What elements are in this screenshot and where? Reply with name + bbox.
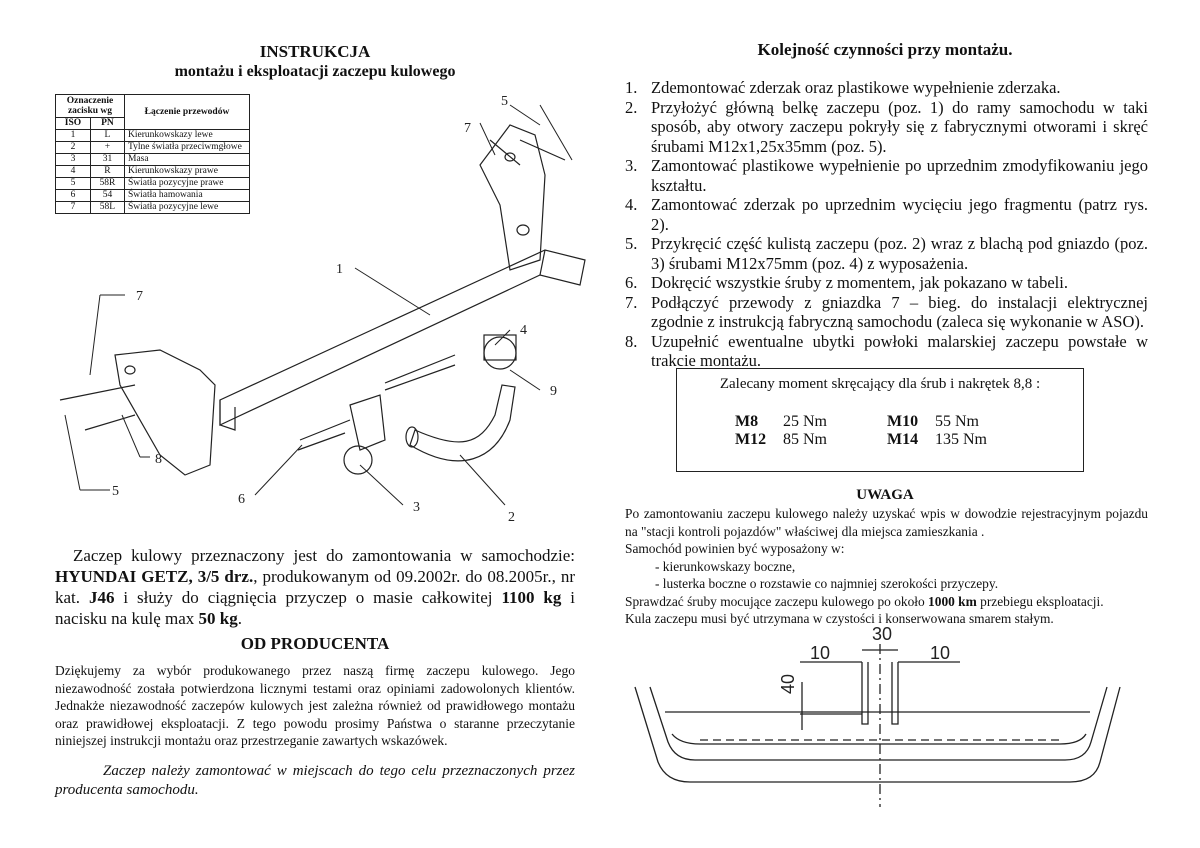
list-item: 8. Uzupełnić ewentualne ubytki powłoki malarskiej zaczepu powstałe w trakcie montażu.	[625, 331, 1148, 370]
bracket-hole	[125, 366, 135, 374]
warning-text: Po zamontowaniu zaczepu kulowego należy uzyskać wpis w dowodzie rejestracyjnym pojazdu na "stacji kontroli pojazdów" właściwej dla miejsca zamieszkania . Samochód powinien być wyposażony w: - kierunkowskazy boczne, - lusterka boczne o rozstawie co najmniej szerokości przyczepy. Sprawdzać śruby mocujące zaczepu kulowego po około 1000 km przebiegu eksploatacji. Kula zaczepu musi być utrzymana w czystości i konserwowana smarem stałym.	[625, 506, 1148, 626]
iso-cell: 5	[56, 178, 91, 190]
socket-plate	[350, 395, 385, 450]
cutout-slot-left	[862, 662, 868, 724]
towbar-exploded-drawing	[40, 85, 600, 525]
callout-1: 1	[336, 262, 343, 277]
tow-ball	[484, 337, 516, 369]
list-item: 6. Dokręcić wszystkie śruby z momentem, jak pokazano w tabeli.	[625, 273, 1068, 292]
producer-heading: OD PRODUCENTA	[240, 634, 390, 653]
list-item: 5. Przykręcić część kulistą zaczepu (poz. 2) wraz z blachą pod gniazdo (poz. 3) śrubami M12x75mm (poz. 4) z wyposażenia.	[625, 234, 1148, 273]
ball-neck	[410, 385, 515, 461]
main-beam-shape	[220, 250, 585, 425]
beam-end-left	[220, 400, 235, 430]
callout-5-bottom: 5	[112, 484, 119, 499]
application-paragraph: Zaczep kulowy przeznaczony jest do zamontowania w samochodzie: HYUNDAI GETZ, 3/5 drz., produkowanym od 09.2002r. do 08.2005r., nr kat. J46 i służy do ciągnięcia przyczep o masie całkowitej 1100 kg i nacisku na kulę max 50 kg.	[55, 546, 576, 628]
callout-7-left: 7	[136, 289, 143, 304]
list-item: 2. Przyłożyć główną belkę zaczepu (poz. 1) do ramy samochodu w taki sposób, aby otwory zaczepu pokryły się z fabrycznymi otworami i skręć śrubami M12x1,25x35mm (poz. 5).	[625, 97, 1148, 156]
desc-cell: Kierunkowskazy lewe	[125, 130, 250, 142]
bumper-cutout-drawing	[630, 622, 1130, 812]
bolt-line	[490, 140, 520, 165]
producer-paragraph: Dziękujemy za wybór produkowanego przez naszą firmę zaczepu kulowego. Jego niezawodność została potwierdzona licznymi testami oraz opiniami zadowolonych klientów. Jednakże niezawodność zaczepów kulowych jest zależna również od prawidłowego montażu oraz prawidłowej eksploatacji. Z tego powodu prosimy Państwa o staranne przeczytanie niniejszej instrukcji montażu oraz przestrzeganie zawartych wskazówek.	[55, 663, 575, 748]
socket-plate-ring	[344, 446, 372, 474]
desc-cell: Masa	[125, 154, 250, 166]
ball-cap	[484, 335, 516, 360]
callout-7-top: 7	[464, 121, 471, 136]
bolt-line	[300, 420, 350, 440]
iso-cell: 2	[56, 142, 91, 154]
pn-cell: 58R	[90, 178, 124, 190]
desc-cell: Kierunkowskazy prawe	[125, 166, 250, 178]
callout-3: 3	[413, 500, 420, 515]
document-subtitle: montażu i eksploatacji zaczepu kulowego	[174, 63, 456, 80]
callout-2: 2	[508, 510, 515, 525]
dim-10-right: 10	[930, 643, 951, 663]
desc-cell: Światła pozycyjne lewe	[125, 202, 250, 214]
dim-30: 30	[872, 624, 893, 644]
bumper-inner	[650, 687, 1107, 760]
pn-cell: R	[90, 166, 124, 178]
torque-m10: M10 55 Nm	[887, 413, 979, 430]
bumper-outer	[635, 687, 1120, 782]
dim-10-left: 10	[810, 643, 831, 663]
iso-cell: 4	[56, 166, 91, 178]
dim-40: 40	[778, 673, 798, 694]
desc-cell: Światła hamowania	[125, 190, 250, 202]
list-item: 3. Zamontować plastikowe wypełnienie po uprzednim zmodyfikowaniu jego kształtu.	[625, 156, 1148, 195]
callout-9: 9	[550, 384, 557, 399]
desc-cell: Tylne światła przeciwmgłowe	[125, 142, 250, 154]
callout-4: 4	[520, 323, 527, 338]
list-item: 4. Zamontować zderzak po uprzednim wycięciu jego fragmentu (patrz rys. 2).	[625, 195, 1148, 234]
pn-cell: +	[90, 142, 124, 154]
pn-cell: 58L	[90, 202, 124, 214]
pn-cell: 31	[90, 154, 124, 166]
torque-title: Zalecany moment skręcający dla śrub i nakrętek 8,8 :	[719, 376, 1041, 392]
iso-cell: 3	[56, 154, 91, 166]
callout-8: 8	[155, 452, 162, 467]
callout-5-top: 5	[501, 94, 508, 109]
installation-steps	[625, 78, 1148, 371]
bumper-edge-mid	[672, 734, 1086, 744]
document-title: INSTRUKCJA	[259, 42, 371, 61]
neck-end	[406, 427, 418, 447]
torque-m8: M8 25 Nm	[735, 413, 827, 430]
bracket-hole	[517, 225, 529, 235]
list-item: 7. Podłączyć przewody z gniazdka 7 – bieg. do instalacji elektrycznej zgodnie z instrukcją fabryczną samochodu (zaleca się wykonanie w ASO).	[625, 292, 1148, 331]
steps-heading: Kolejność czynności przy montażu.	[757, 40, 1013, 59]
iso-cell: 7	[56, 202, 91, 214]
cutout-slot-right	[892, 662, 898, 724]
warning-heading: UWAGA	[856, 487, 914, 503]
header-wire-connection: Łączenie przewodów	[125, 95, 250, 130]
desc-cell: Światła pozycyjne prawe	[125, 178, 250, 190]
list-item: 1. Zdemontować zderzak oraz plastikowe wypełnienie zderzaka.	[625, 78, 1061, 97]
left-bracket	[115, 350, 215, 475]
mounting-note: Zaczep należy zamontować w miejscach do tego celu przeznaczonych przez producenta samochodu.	[55, 763, 575, 798]
header-iso: ISO	[56, 118, 91, 130]
iso-cell: 1	[56, 130, 91, 142]
header-terminal-marking: Oznaczenie zacisku wg	[56, 95, 125, 118]
torque-m14: M14 135 Nm	[887, 431, 987, 448]
header-pn: PN	[90, 118, 124, 130]
bolt-line	[298, 433, 345, 450]
callout-6: 6	[238, 492, 245, 507]
torque-m12: M12 85 Nm	[735, 431, 827, 448]
bolt-line	[520, 140, 565, 160]
pn-cell: 54	[90, 190, 124, 202]
pn-cell: L	[90, 130, 124, 142]
iso-cell: 6	[56, 190, 91, 202]
